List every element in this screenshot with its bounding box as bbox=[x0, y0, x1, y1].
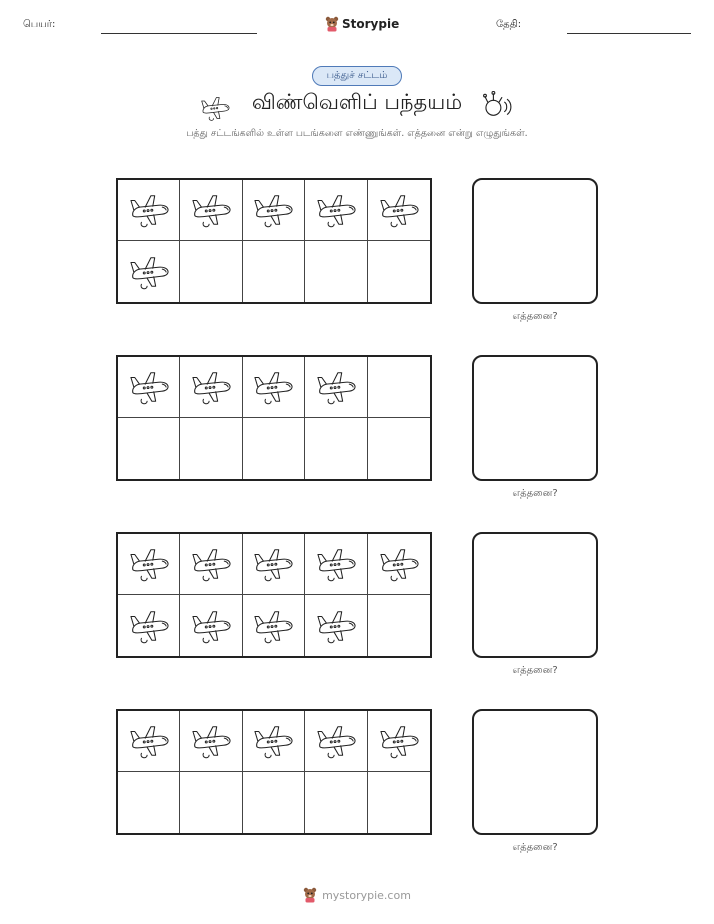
ten-frame-cell bbox=[305, 241, 367, 302]
airplane-icon bbox=[128, 368, 170, 406]
ten-frame bbox=[116, 355, 432, 481]
airplane-icon bbox=[315, 191, 357, 229]
airplane-icon bbox=[315, 607, 357, 645]
airplane-icon bbox=[128, 253, 170, 291]
answer-box[interactable] bbox=[472, 178, 598, 304]
airplane-icon bbox=[190, 722, 232, 760]
answer-box[interactable] bbox=[472, 532, 598, 658]
airplane-icon bbox=[252, 722, 294, 760]
ten-frame-cell bbox=[118, 180, 180, 241]
ten-frame-cell bbox=[305, 534, 367, 595]
ten-frame-cell bbox=[305, 595, 367, 656]
worksheet-header bbox=[0, 14, 714, 38]
airplane-icon bbox=[128, 545, 170, 583]
airplane-icon bbox=[190, 607, 232, 645]
airplane-icon bbox=[198, 94, 232, 122]
airplane-icon bbox=[128, 722, 170, 760]
ten-frame-cell bbox=[243, 241, 305, 302]
airplane-icon bbox=[252, 607, 294, 645]
ten-frame-cell bbox=[368, 357, 430, 418]
answer-box[interactable] bbox=[472, 355, 598, 481]
ten-frame-cell bbox=[180, 534, 242, 595]
ten-frame-cell bbox=[118, 772, 180, 833]
worksheet-title: விண்வெளிப் பந்தயம் bbox=[251, 90, 463, 114]
ten-frame-cell bbox=[243, 534, 305, 595]
ten-frame-cell bbox=[368, 180, 430, 241]
ten-frame-cell bbox=[368, 418, 430, 479]
answer-label: எத்தனை? bbox=[512, 311, 558, 322]
airplane-icon bbox=[128, 191, 170, 229]
ten-frame-cell bbox=[243, 595, 305, 656]
ten-frame-cell bbox=[243, 357, 305, 418]
ten-frame-cell bbox=[368, 241, 430, 302]
title-row bbox=[0, 88, 714, 120]
ten-frame-cell bbox=[368, 595, 430, 656]
brand bbox=[325, 14, 399, 34]
ten-frame-cell bbox=[368, 772, 430, 833]
ten-frame-cell bbox=[243, 711, 305, 772]
airplane-icon bbox=[252, 368, 294, 406]
satellite-icon bbox=[482, 91, 516, 119]
topic-badge: பத்துச் சட்டம் bbox=[312, 66, 402, 86]
airplane-icon bbox=[378, 545, 420, 583]
ten-frame-cell bbox=[368, 711, 430, 772]
brand-name: Storypie bbox=[342, 17, 400, 31]
ten-frame-cell bbox=[118, 595, 180, 656]
bear-mascot-icon bbox=[303, 887, 317, 903]
ten-frame-cell bbox=[180, 772, 242, 833]
ten-frame-cell bbox=[118, 241, 180, 302]
bear-mascot-icon bbox=[325, 16, 339, 32]
answer-label: எத்தனை? bbox=[512, 488, 558, 499]
airplane-icon bbox=[378, 722, 420, 760]
ten-frame-cell bbox=[180, 357, 242, 418]
date-field[interactable] bbox=[567, 33, 691, 34]
ten-frame-cell bbox=[243, 418, 305, 479]
ten-frame-cell bbox=[118, 418, 180, 479]
ten-frame-cell bbox=[118, 357, 180, 418]
ten-frame-cell bbox=[305, 711, 367, 772]
ten-frame-cell bbox=[180, 711, 242, 772]
ten-frame-cell bbox=[180, 418, 242, 479]
airplane-icon bbox=[252, 191, 294, 229]
airplane-icon bbox=[190, 191, 232, 229]
ten-frame-cell bbox=[305, 772, 367, 833]
date-label: தேதி: bbox=[496, 19, 522, 30]
ten-frame-cell bbox=[243, 772, 305, 833]
ten-frame-cell bbox=[305, 418, 367, 479]
airplane-icon bbox=[315, 368, 357, 406]
name-field[interactable] bbox=[101, 33, 257, 34]
ten-frame-cell bbox=[118, 534, 180, 595]
ten-frame bbox=[116, 709, 432, 835]
ten-frame bbox=[116, 178, 432, 304]
ten-frame-cell bbox=[180, 180, 242, 241]
airplane-icon bbox=[252, 545, 294, 583]
ten-frame-cell bbox=[243, 180, 305, 241]
ten-frame-cell bbox=[180, 241, 242, 302]
airplane-icon bbox=[378, 191, 420, 229]
name-label: பெயர்: bbox=[23, 19, 56, 30]
answer-box[interactable] bbox=[472, 709, 598, 835]
airplane-icon bbox=[315, 722, 357, 760]
airplane-icon bbox=[315, 545, 357, 583]
answer-label: எத்தனை? bbox=[512, 842, 558, 853]
airplane-icon bbox=[128, 607, 170, 645]
airplane-icon bbox=[190, 545, 232, 583]
footer-url: mystorypie.com bbox=[322, 888, 411, 902]
ten-frame-cell bbox=[180, 595, 242, 656]
ten-frame-cell bbox=[305, 357, 367, 418]
footer bbox=[0, 884, 714, 906]
ten-frame-cell bbox=[305, 180, 367, 241]
ten-frame-cell bbox=[368, 534, 430, 595]
answer-label: எத்தனை? bbox=[512, 665, 558, 676]
ten-frame-cell bbox=[118, 711, 180, 772]
instructions: பத்து சட்டங்களில் உள்ள படங்களை எண்ணுங்கள். எத்தனை என்று எழுதுங்கள். bbox=[186, 128, 528, 139]
airplane-icon bbox=[190, 368, 232, 406]
ten-frame bbox=[116, 532, 432, 658]
